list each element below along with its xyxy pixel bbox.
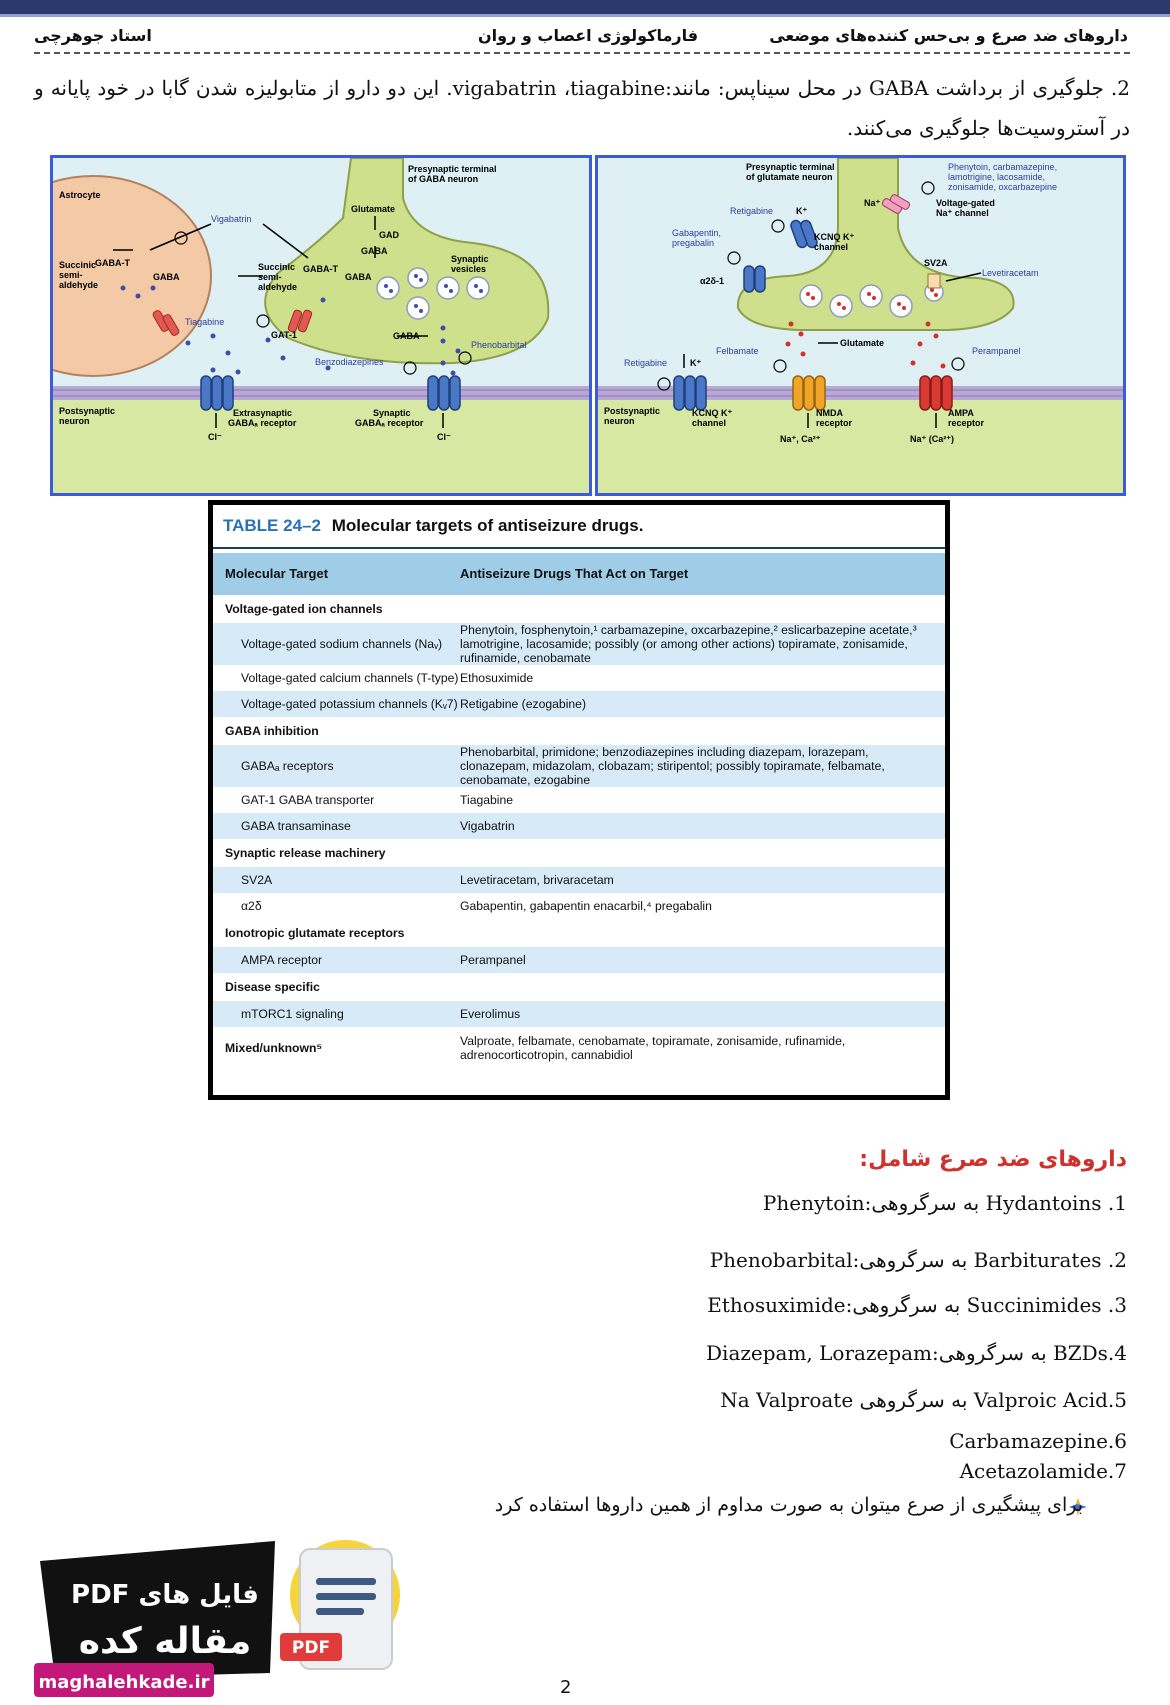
label-aldehyde-left: aldehyde (59, 280, 99, 290)
sv2a-protein (928, 274, 940, 288)
table-cell-drugs: Perampanel (460, 953, 526, 967)
table-cell-drugs: Ethosuximide (460, 671, 534, 685)
label-gaba-t-right: GABA-T (303, 264, 338, 274)
label-presynaptic: Presynaptic terminal (408, 164, 497, 174)
label-retigabine-bottom: Retigabine (624, 358, 668, 368)
table-row (213, 787, 945, 813)
table-row (213, 665, 945, 691)
synaptic-vesicle (860, 285, 882, 307)
label-synaptic: Synaptic (451, 254, 489, 264)
synaptic-vesicle (467, 277, 489, 299)
table-body (213, 595, 945, 1069)
label-drugs-2: lamotrigine, lacosamide, (948, 172, 1046, 182)
molecular-targets-table (208, 500, 950, 1100)
table-cell-drugs: Levetiracetam, brivaracetam (460, 873, 614, 887)
table-cell-target: SV2A (241, 873, 273, 887)
header-center-title: فارماکولوژی اعصاب و روان (478, 26, 699, 45)
label-kcnq-bottom-1: KCNQ K⁺ (692, 408, 733, 418)
synaptic-vesicle (800, 285, 822, 307)
drug-list-item-3: 3. Succinimides به سرگروهی:Ethosuximide (707, 1293, 1127, 1317)
label-voltage-gated-1: Voltage-gated (936, 198, 995, 208)
table-cell-target: GAT-1 GABA transporter (241, 793, 375, 807)
label-gaba-a-receptor-2: GABAₐ receptor (355, 418, 424, 428)
section-title: داروهای ضد صرع شامل: (859, 1147, 1127, 1172)
table-cell-target: Synaptic release machinery (225, 846, 386, 860)
table-row (213, 1001, 945, 1027)
table-row (213, 813, 945, 839)
label-na: Na⁺ (864, 198, 881, 208)
synaptic-vesicle (408, 268, 428, 288)
label-vigabatrin: Vigabatrin (211, 214, 252, 224)
table-cell-drugs: Tiagabine (460, 793, 514, 807)
label-perampanel: Perampanel (972, 346, 1021, 356)
table-cell-target: GABA transaminase (241, 819, 351, 833)
table-cell-drugs: Retigabine (ezogabine) (460, 697, 587, 711)
label-tiagabine: Tiagabine (185, 317, 225, 327)
label-neuron: neuron (604, 416, 635, 426)
nmda-receptor (793, 376, 803, 410)
label-voltage-gated-2: Na⁺ channel (936, 208, 989, 218)
table-row (213, 893, 945, 919)
table-cell-target: Mixed/unknown⁵ (225, 1041, 323, 1055)
table-cell-target: Ionotropic glutamate receptors (225, 926, 405, 940)
kcnq-channel-bottom (674, 376, 684, 410)
table-cell-target: Disease specific (225, 980, 320, 994)
synaptic-vesicle (830, 295, 852, 317)
label-postsynaptic: Postsynaptic (59, 406, 116, 416)
table-cell-drugs: Gabapentin, gabapentin enacarbil,⁴ pregabalin (460, 899, 712, 913)
table-cell-drugs: Valproate, felbamate, cenobamate, topiramate, zonisamide, rufinamide, adrenocorticotropin, cannabidiol (460, 1034, 846, 1062)
table-cell-target: Voltage-gated potassium channels (Kᵥ7) (241, 697, 458, 711)
label-k-top: K⁺ (796, 206, 808, 216)
drug-list-item-2: 2. Barbiturates به سرگروهی:Phenobarbital (709, 1248, 1127, 1272)
label-phenobarbital: Phenobarbital (471, 340, 527, 350)
table-row (213, 947, 945, 973)
label-gaba-t-left: GABA-T (95, 258, 130, 268)
label-gaba-cleft: GABA (393, 331, 420, 341)
drug-list-item-1: 1. Hydantoins به سرگروهی:Phenytoin (762, 1191, 1127, 1215)
label-neuron: neuron (59, 416, 90, 426)
label-nmda-2: receptor (816, 418, 853, 428)
label-cl-1: Cl⁻ (208, 432, 222, 442)
table-title: Molecular targets of antiseizure drugs. (331, 516, 644, 535)
table-cell-target: AMPA receptor (241, 953, 323, 967)
synaptic-vesicle (890, 295, 912, 317)
label-semi-left: semi- (59, 270, 83, 280)
logo-line-2: مقاله کده (78, 1621, 252, 1662)
table-header-target: Molecular Target (225, 566, 329, 581)
table-category-row (213, 919, 945, 947)
label-levetiracetam: Levetiracetam (982, 268, 1039, 278)
label-extrasynaptic: Extrasynaptic (233, 408, 293, 418)
label-presynaptic-2: of GABA neuron (408, 174, 479, 184)
table-row (213, 867, 945, 893)
label-benzodiazepines: Benzodiazepines (315, 357, 384, 367)
label-gabapentin-1: Gabapentin, (672, 228, 722, 238)
label-succinic-left: Succinic (59, 260, 97, 270)
label-a2d: α2δ-1 (700, 276, 724, 286)
label-aldehyde-right: aldehyde (258, 282, 298, 292)
label-gad: GAD (379, 230, 399, 240)
label-gaba-right: GABA (345, 272, 372, 282)
table-cell-target: mTORC1 signaling (241, 1007, 344, 1021)
maghalehkade-logo (30, 1513, 400, 1701)
label-astrocyte: Astrocyte (59, 190, 101, 200)
table-cell-target: GABAₐ receptors (241, 759, 334, 773)
table-number: TABLE 24–2 (223, 516, 321, 535)
pdf-badge-text: PDF (291, 1638, 331, 1658)
header-right-title: داروهای ضد صرع و بی‌حس کننده‌های موضعی (769, 26, 1128, 45)
table-row (213, 745, 945, 787)
label-gaba-a-receptor-1: GABAₐ receptor (228, 418, 297, 428)
ampa-receptor (920, 376, 930, 410)
label-gaba: GABA (361, 246, 388, 256)
gaba-synapse-figure (50, 155, 592, 496)
glutamate-synapse-figure (595, 155, 1126, 496)
label-presynaptic-2: of glutamate neuron (746, 172, 833, 182)
label-nmda-1: NMDA (816, 408, 843, 418)
synaptic-vesicle (377, 277, 399, 299)
table-category-row (213, 595, 945, 623)
table-cell-target: Voltage-gated calcium channels (T-type) (241, 671, 459, 685)
label-felbamate: Felbamate (716, 346, 759, 356)
header-divider (34, 52, 1130, 54)
label-k-bottom: K⁺ (690, 358, 702, 368)
a2d-channel (744, 266, 754, 292)
table-cell-target: Voltage-gated sodium channels (Naᵥ) (241, 637, 443, 651)
label-gabapentin-2: pregabalin (672, 238, 715, 248)
label-cl-2: Cl⁻ (437, 432, 451, 442)
drug-list-item-6: Carbamazepine.6 (949, 1429, 1127, 1453)
label-vesicles: vesicles (451, 264, 487, 274)
logo-line-1: فایل های PDF (71, 1580, 259, 1610)
synaptic-receptor (428, 376, 438, 410)
table-cell-target: α2δ (241, 899, 262, 913)
label-nmda-ions: Na⁺, Ca²⁺ (780, 434, 821, 444)
label-gat1: GAT-1 (271, 330, 297, 340)
table-row (213, 691, 945, 717)
page-number: 2 (560, 1677, 572, 1698)
drug-list-item-5: 5.Valproic Acid به سرگروهی Na Valproate (720, 1388, 1127, 1412)
label-sv2a: SV2A (924, 258, 948, 268)
table-row (213, 623, 945, 665)
label-ampa-1: AMPA (948, 408, 974, 418)
table-cell-target: Voltage-gated ion channels (225, 602, 383, 616)
label-drugs-3: zonisamide, oxcarbazepine (948, 182, 1058, 192)
label-synaptic-receptor: Synaptic (373, 408, 411, 418)
synaptic-vesicle (437, 277, 459, 299)
prevention-note: برای پیشگیری از صرع میتوان به صورت مداوم از همین داروها استفاده کرد (494, 1494, 1083, 1516)
table-cell-drugs: Vigabatrin (460, 819, 515, 833)
label-kcnq-bottom-2: channel (692, 418, 727, 428)
table-cell-drugs: Phenobarbital, primidone; benzodiazepines including diazepam, lorazepam, clonazepam, midazolam, clobazam; stiripentol; possibly topiramate, felbamate, cenobamate, ezogabine (460, 745, 885, 787)
table-cell-drugs: Phenytoin, fosphenytoin,¹ carbamazepine, oxcarbazepine,² eslicarbazepine acetate,³ lamotrigine, lacosamide; possibly (or among other actions) topiramate, zonisamide, rufinamide, cenobamate (460, 623, 917, 665)
table-header-drugs: Antiseizure Drugs That Act on Target (460, 566, 689, 581)
label-ampa-ions: Na⁺ (Ca²⁺) (910, 434, 955, 444)
drug-list-item-4: 4.BZDs به سرگروهی:Diazepam, Lorazepam (706, 1341, 1127, 1365)
top-border-bar (0, 0, 1170, 17)
label-presynaptic: Presynaptic terminal (746, 162, 835, 172)
intro-paragraph: 2. جلوگیری از برداشت GABA در محل سیناپس: مانند:vigabatrin ،tiagabine. این دو دارو از متابولیزه شدن گابا در خود پایانه و در آستروسیت‌ها جلوگیری می‌کنند. (34, 76, 1130, 140)
label-kcnq-top-1: KCNQ K⁺ (814, 232, 855, 242)
table-title-bar (213, 505, 945, 549)
label-gaba-left: GABA (153, 272, 180, 282)
label-semi-right: semi- (258, 272, 282, 282)
synaptic-vesicle (407, 297, 429, 319)
table-category-row (213, 839, 945, 867)
label-drugs-1: Phenytoin, carbamazepine, (948, 162, 1058, 172)
table-category-row (213, 1027, 945, 1069)
header-left-title: استاد جوهرچی (34, 26, 152, 45)
label-postsynaptic: Postsynaptic (604, 406, 661, 416)
table-header-row (213, 553, 945, 595)
extrasynaptic-receptor (201, 376, 211, 410)
label-kcnq-top-2: channel (814, 242, 849, 252)
label-glutamate: Glutamate (840, 338, 885, 348)
label-glutamate: Glutamate (351, 204, 396, 214)
label-retigabine-top: Retigabine (730, 206, 774, 216)
table-cell-drugs: Everolimus (460, 1007, 521, 1021)
drug-list-item-7: Acetazolamide.7 (959, 1459, 1127, 1483)
logo-site: maghalehkade.ir (38, 1672, 210, 1693)
table-cell-target: GABA inhibition (225, 724, 319, 738)
table-category-row (213, 973, 945, 1001)
label-succinic-right: Succinic (258, 262, 296, 272)
table-category-row (213, 717, 945, 745)
label-ampa-2: receptor (948, 418, 985, 428)
